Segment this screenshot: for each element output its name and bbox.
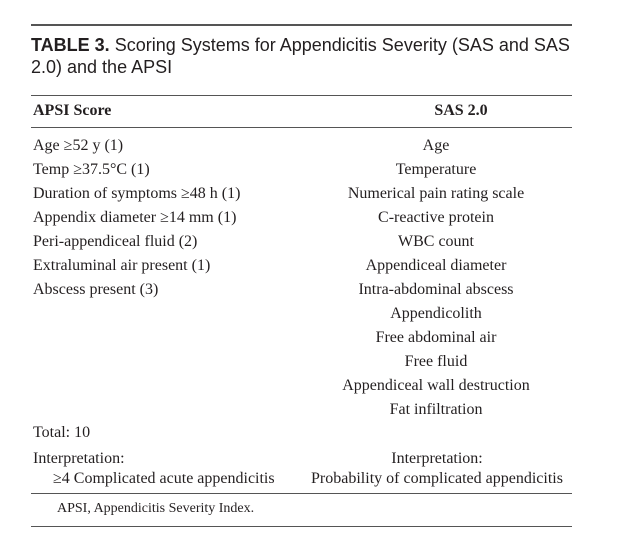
sas-item: Numerical pain rating scale bbox=[347, 185, 525, 202]
header-sas-2: SAS 2.0 bbox=[434, 102, 488, 119]
apsi-item: Abscess present (3) bbox=[33, 281, 159, 298]
sas-item: WBC count bbox=[398, 233, 474, 250]
table-title: Scoring Systems for Appendicitis Severity (SAS and SAS 2.0) and the APSI bbox=[31, 35, 570, 77]
sas-item: Free fluid bbox=[404, 353, 468, 370]
sas-item: Fat infiltration bbox=[389, 401, 483, 418]
header-apsi-score: APSI Score bbox=[33, 102, 112, 119]
sas-item: C-reactive protein bbox=[378, 209, 494, 226]
sas-item: Temperature bbox=[395, 161, 477, 178]
footnote-bottom-rule bbox=[31, 526, 572, 527]
apsi-item: Peri-appendiceal fluid (2) bbox=[33, 233, 198, 250]
sas-item: Free abdominal air bbox=[375, 329, 497, 346]
sas-column bbox=[301, 134, 571, 422]
table-footnote: APSI, Appendicitis Severity Index. bbox=[57, 501, 255, 516]
apsi-interpretation-heading: Interpretation: bbox=[33, 450, 125, 467]
sas-item: Appendiceal diameter bbox=[365, 257, 507, 274]
apsi-column bbox=[33, 134, 333, 302]
apsi-total: Total: 10 bbox=[33, 424, 91, 441]
header-top-rule bbox=[31, 95, 572, 96]
apsi-item: Age ≥52 y (1) bbox=[33, 137, 124, 154]
top-rule bbox=[31, 24, 572, 26]
apsi-interpretation bbox=[33, 449, 275, 489]
sas-interpretation-text: Probability of complicated appendicitis bbox=[311, 470, 563, 487]
apsi-item: Appendix diameter ≥14 mm (1) bbox=[33, 209, 237, 226]
apsi-interpretation-text: ≥4 Complicated acute appendicitis bbox=[53, 470, 275, 487]
apsi-item: Extraluminal air present (1) bbox=[33, 257, 211, 274]
sas-interpretation bbox=[301, 449, 573, 489]
sas-item: Age bbox=[422, 137, 450, 154]
sas-item: Intra-abdominal abscess bbox=[358, 281, 514, 298]
body-bottom-rule bbox=[31, 493, 572, 494]
header-bottom-rule bbox=[31, 127, 572, 128]
sas-item: Appendiceal wall destruction bbox=[342, 377, 530, 394]
sas-item: Appendicolith bbox=[390, 305, 482, 322]
apsi-item: Duration of symptoms ≥48 h (1) bbox=[33, 185, 241, 202]
apsi-item: Temp ≥37.5°C (1) bbox=[33, 161, 150, 178]
scoring-table bbox=[31, 0, 572, 557]
sas-interpretation-heading: Interpretation: bbox=[391, 450, 483, 467]
table-label: TABLE 3. bbox=[31, 35, 110, 55]
table-caption bbox=[31, 34, 572, 78]
